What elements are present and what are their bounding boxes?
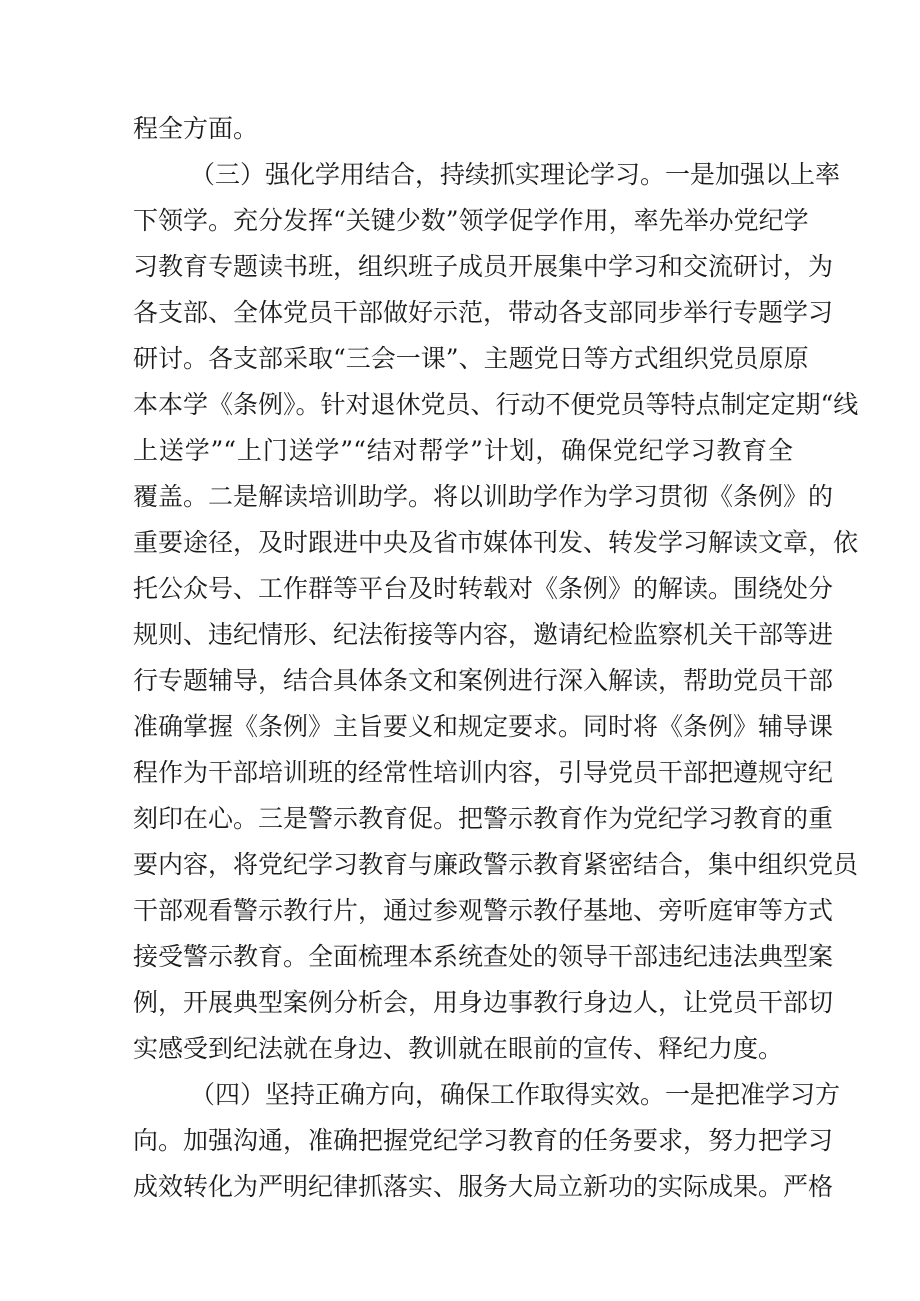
text-line: 覆盖。二是解读培训助学。将以训助学作为学习贯彻《条例》的 xyxy=(133,482,834,511)
text-line: 各支部、全体党员干部做好示范，带动各支部同步举行专题学习 xyxy=(133,298,834,327)
text-line: 实感受到纪法就在身边、教训就在眼前的宣传、释纪力度。 xyxy=(133,1034,784,1063)
text-line: 要内容，将党纪学习教育与廉政警示教育紧密结合，集中组织党员 xyxy=(133,850,859,879)
text-line: 下领学。充分发挥“关键少数”领学促学作用，率先举办党纪学 xyxy=(133,206,809,235)
text-line: 接受警示教育。全面梳理本系统查处的领导干部违纪违法典型案 xyxy=(133,942,834,971)
text-line: 刻印在心。三是警示教育促。把警示教育作为党纪学习教育的重 xyxy=(133,804,834,833)
text-line: 本本学《条例》。针对退休党员、行动不便党员等特点制定定期“线 xyxy=(133,390,859,419)
text-line: 准确掌握《条例》主旨要义和规定要求。同时将《条例》辅导课 xyxy=(133,712,834,741)
text-line: 程作为干部培训班的经常性培训内容，引导党员干部把遵规守纪 xyxy=(133,758,834,787)
text-line: 向。加强沟通，准确把握党纪学习教育的任务要求，努力把学习 xyxy=(133,1126,834,1155)
text-line: 规则、违纪情形、纪法衔接等内容，邀请纪检监察机关干部等进 xyxy=(133,620,834,649)
text-line: 行专题辅导，结合具体条文和案例进行深入解读，帮助党员干部 xyxy=(133,666,834,695)
text-line: 习教育专题读书班，组织班子成员开展集中学习和交流研讨，为 xyxy=(133,252,834,281)
text-line: 托公众号、工作群等平台及时转载对《条例》的解读。围绕处分 xyxy=(133,574,834,603)
paragraph-heading-line: （四）坚持正确方向，确保工作取得实效。一是把准学习方 xyxy=(190,1080,841,1109)
text-line: 程全方面。 xyxy=(133,114,259,143)
text-line: 重要途径，及时跟进中央及省市媒体刊发、转发学习解读文章，依 xyxy=(133,528,859,557)
text-line: 上送学”“上门送学”“结对帮学”计划，确保党纪学习教育全 xyxy=(133,436,793,465)
text-line: 成效转化为严明纪律抓落实、服务大局立新功的实际成果。严格 xyxy=(133,1172,834,1201)
text-line: 研讨。各支部采取“三会一课”、主题党日等方式组织党员原原 xyxy=(133,344,809,373)
text-line: 例，开展典型案例分析会，用身边事教行身边人，让党员干部切 xyxy=(133,988,834,1017)
paragraph-heading-line: （三）强化学用结合，持续抓实理论学习。一是加强以上率 xyxy=(190,160,841,189)
text-line: 干部观看警示教行片，通过参观警示教仔基地、旁听庭审等方式 xyxy=(133,896,834,925)
